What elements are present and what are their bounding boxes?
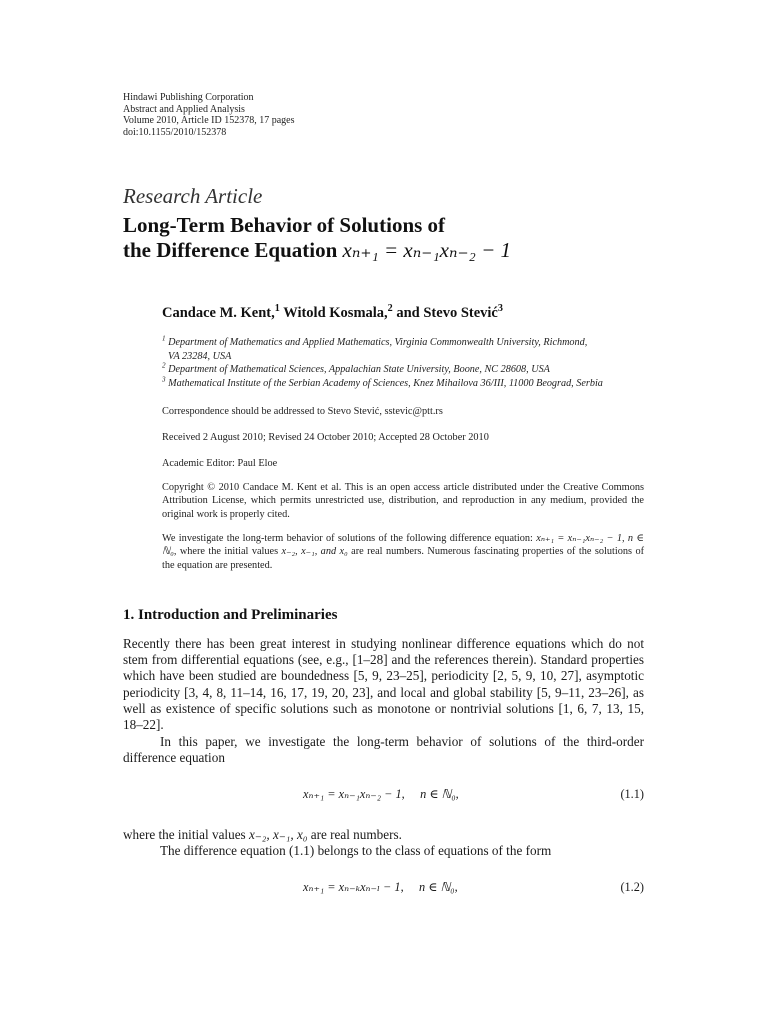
title-line-1: Long-Term Behavior of Solutions of: [123, 213, 446, 237]
body-text: where the initial values: [123, 827, 246, 842]
correspondence-note: Correspondence should be addressed to Stevo Stević, sstevic@ptt.rs: [162, 406, 443, 417]
section-heading: 1. Introduction and Preliminaries: [123, 607, 338, 623]
author-affil-mark: 2: [387, 303, 393, 315]
volume-info: Volume 2010, Article ID 152378, 17 pages: [123, 115, 295, 126]
affiliation: [162, 363, 652, 377]
body-paragraph: Recently there has been great interest in studying nonlinear difference equations which do not stem from differential equations (see, e.g., [1–28] and the references therein). Standard properties which have been studied are boundedness [5, 9, 23–25], periodicity [2, 5, 9, 10, 27], asymptotic periodicity [3, 4, 8, 11–14, 16, 17, 19, 20, 23], and local and global stability [5, 9–11, 23–26], as well as existence of specific solutions such as monotone or nontrivial solutions [1, 6, 7, 13, 15, 18–22].: [123, 636, 644, 733]
received-dates: Received 2 August 2010; Revised 24 October 2010; Accepted 28 October 2010: [162, 432, 489, 443]
author-name: and Stevo Stević: [396, 305, 498, 321]
abstract-equation: xₙ₊₁ = xₙ₋₁xₙ₋₂ − 1, n ∈ ℕ₀,: [162, 533, 645, 558]
copyright-notice: Copyright © 2010 Candace M. Kent et al. This is an open access article distributed under the Creative Commons Attribution License, which permits unrestricted use, distribution, and reproduction in any medium, provided the original work is properly cited.: [162, 482, 644, 520]
author-name: Candace M. Kent,: [162, 305, 275, 321]
affiliation-mark: 2: [162, 361, 166, 370]
author-affil-mark: 3: [497, 303, 503, 315]
affiliation-continuation: VA 23284, USA: [168, 351, 232, 362]
affiliation: [162, 336, 652, 364]
body-text: are real numbers.: [310, 827, 402, 842]
affiliation-mark: 3: [162, 375, 166, 384]
abstract: [162, 532, 644, 572]
equation-formula: [303, 880, 458, 895]
initial-values: x₋₂, x₋₁, x₀: [248, 827, 308, 842]
affiliation-text: Department of Mathematical Sciences, Appalachian State University, Boone, NC 28608, USA: [168, 364, 550, 375]
abstract-initial-values: x₋₂, x₋₁, and x₀: [281, 546, 348, 558]
affiliation-text: Department of Mathematics and Applied Mathematics, Virginia Commonwealth University, Richmond,: [168, 337, 588, 348]
article-type: Research Article: [123, 184, 263, 208]
body-paragraph: In this paper, we investigate the long-term behavior of solutions of the third-order difference equation: [123, 734, 644, 766]
affiliation-text: Mathematical Institute of the Serbian Academy of Sciences, Knez Mihailova 36/III, 11000 Beograd, Serbia: [168, 378, 603, 389]
affiliation: [162, 377, 662, 391]
paper-title: [123, 213, 511, 263]
body-paragraph: [123, 827, 644, 843]
journal-masthead: [123, 92, 294, 138]
title-equation: xₙ₊₁ = xₙ₋₁xₙ₋₂ − 1: [342, 238, 512, 262]
abstract-text-2: where the initial values: [179, 546, 279, 558]
equation-number: (1.2): [620, 880, 644, 894]
equation-domain: n ∈ ℕ₀,: [420, 787, 459, 801]
journal-name: Abstract and Applied Analysis: [123, 103, 245, 115]
title-line-2-text: the Difference Equation: [123, 238, 338, 262]
academic-editor: Academic Editor: Paul Eloe: [162, 458, 278, 469]
doi-link[interactable]: doi:10.1155/2010/152378: [123, 126, 227, 138]
author-list: [162, 305, 503, 322]
equation-domain: n ∈ ℕ₀,: [419, 880, 458, 894]
title-line-2: [123, 238, 511, 263]
equation-body: xₙ₊₁ = xₙ₋ₖxₙ₋ₗ − 1,: [303, 880, 404, 894]
equation-body: xₙ₊₁ = xₙ₋₁xₙ₋₂ − 1,: [303, 787, 405, 801]
author-name: Witold Kosmala,: [283, 305, 388, 321]
abstract-text-3: are real numbers. Numerous fascinating properties of the solutions of the equation are presented.: [162, 546, 645, 571]
equation-formula: [303, 787, 459, 802]
author-affil-mark: 1: [274, 303, 280, 315]
equation-number: (1.1): [620, 787, 644, 801]
affiliation-mark: 1: [162, 334, 166, 343]
body-paragraph: The difference equation (1.1) belongs to the class of equations of the form: [160, 843, 552, 858]
publisher-name: Hindawi Publishing Corporation: [123, 92, 254, 103]
abstract-text-1: We investigate the long-term behavior of solutions of the following difference equation:: [162, 533, 533, 544]
